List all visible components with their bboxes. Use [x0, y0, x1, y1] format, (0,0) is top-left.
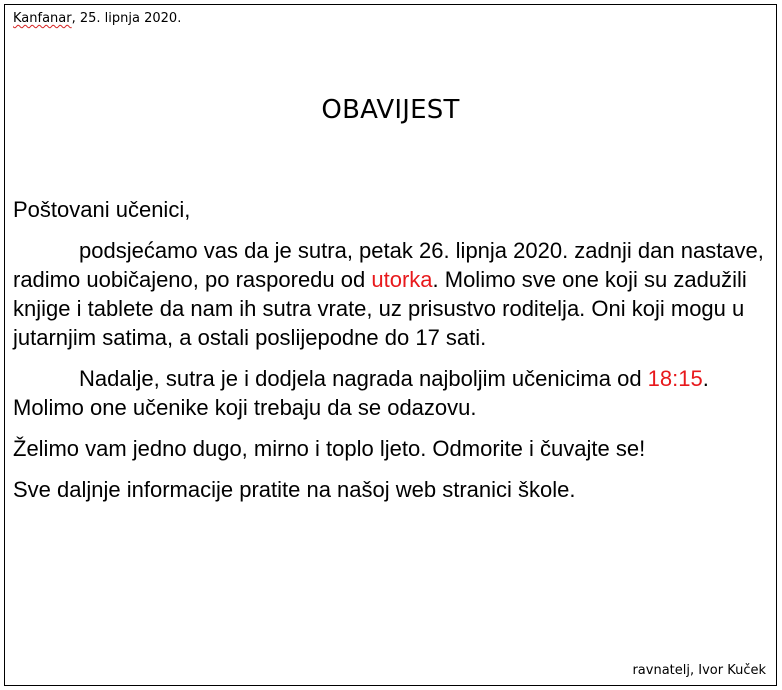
paragraph-wishes: Želimo vam jedno dugo, mirno i toplo ljeto. Odmorite i čuvajte se!: [13, 436, 646, 461]
document-body: [13, 195, 768, 516]
document-page: [4, 4, 777, 686]
paragraph-last-day-text-after: . Molimo sve one koji su zadužili knjige i tablete da nam ih sutra vrate, uz prisustvo roditelja. Oni koji mogu u jutarnjim satima, a ostali poslijepodne do 17 sati.: [13, 267, 747, 350]
place-name: Kanfanar: [13, 11, 72, 26]
highlight-time: 18:15: [647, 366, 703, 391]
greeting: Poštovani učenici,: [13, 197, 191, 222]
date-text: , 25. lipnja 2020.: [71, 11, 182, 26]
highlight-weekday: utorka: [371, 267, 433, 292]
paragraph-awards: [13, 364, 768, 422]
place-date-line: [13, 11, 181, 27]
paragraph-last-day: [13, 236, 768, 352]
document-title: OBAVIJEST: [321, 95, 460, 125]
paragraph-awards-text: Nadalje, sutra je i dodjela nagrada najboljim učenicima od: [79, 366, 648, 391]
paragraph-last-day-text: podsjećamo vas da je sutra, petak 26. lipnja 2020. zadnji dan nastave, radimo uobičajeno, po rasporedu od: [13, 238, 764, 292]
paragraph-info: Sve daljnje informacije pratite na našoj web stranici škole.: [13, 477, 576, 502]
paragraph-awards-text-after: . Molimo one učenike koji trebaju da se odazovu.: [13, 366, 709, 420]
signature: ravnatelj, Ivor Kuček: [632, 663, 766, 678]
